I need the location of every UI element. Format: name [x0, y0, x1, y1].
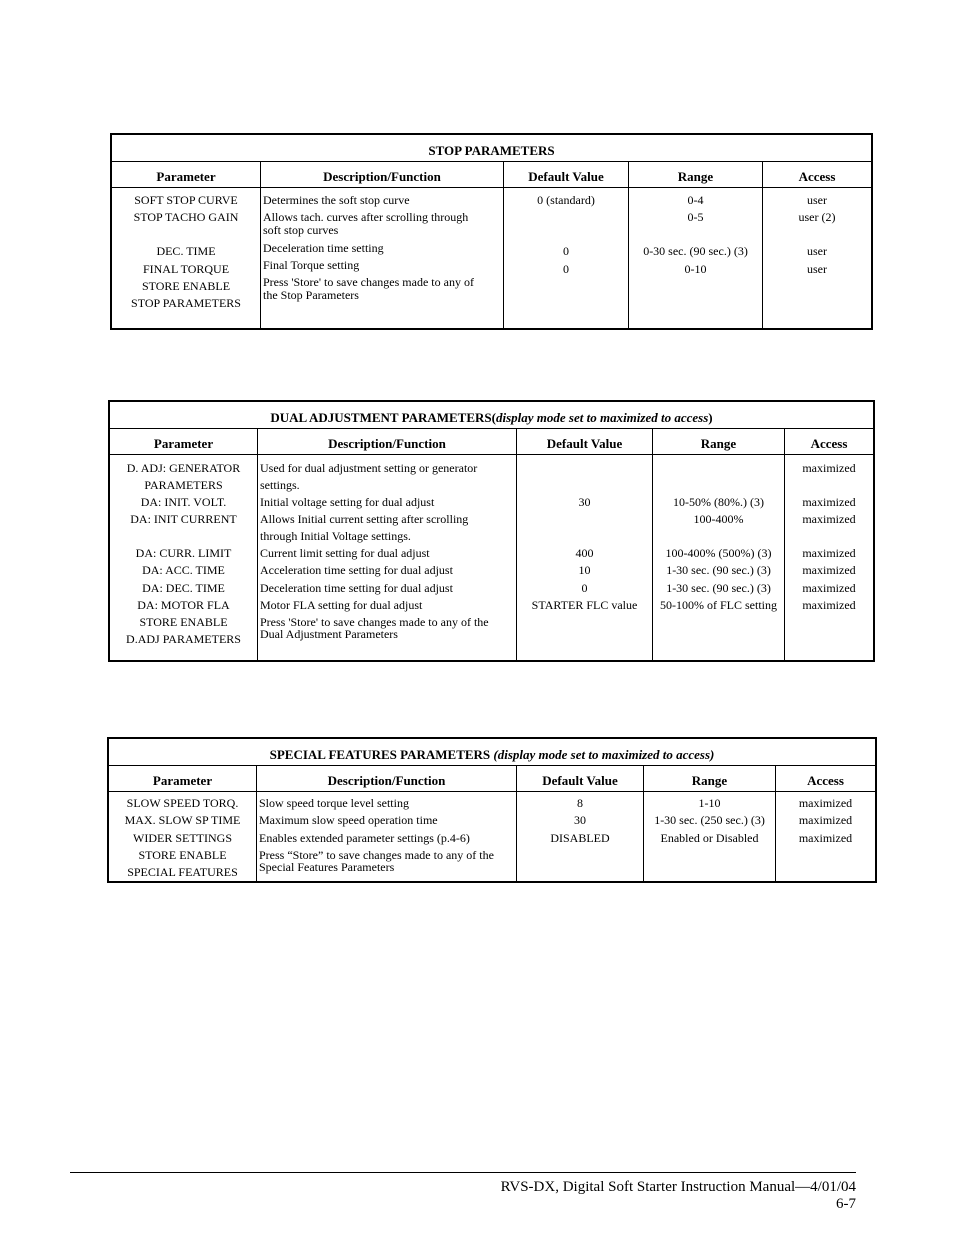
dual-adjustment-table [108, 400, 875, 662]
access-cell: user [807, 193, 827, 207]
desc-cell: Acceleration time setting for dual adjust [260, 563, 453, 577]
header-range: Range [653, 428, 784, 455]
param-cell: STORE ENABLE [141, 279, 231, 293]
desc-cell: Special Features Parameters [259, 860, 395, 874]
col-default [517, 428, 653, 660]
range-cell: 1-30 sec. (90 sec.) (3) [666, 563, 771, 577]
param-cell: WIDER SETTINGS [133, 831, 232, 845]
default-cell: 400 [575, 546, 594, 560]
special-table-title: SPECIAL FEATURES PARAMETERS (display mode set to maximized to access) [109, 739, 875, 766]
header-description: Description/Function [258, 428, 516, 455]
param-cell: DA: INIT CURRENT [130, 512, 237, 526]
desc-cell: Final Torque setting [263, 258, 360, 272]
range-cell: 1-10 [698, 796, 721, 810]
default-cell: 0 [563, 244, 569, 258]
range-cell: 0-30 sec. (90 sec.) (3) [643, 244, 748, 258]
desc-cell: Initial voltage setting for dual adjust [260, 495, 435, 509]
access-cell: maximized [802, 546, 856, 560]
header-default: Default Value [504, 161, 628, 188]
desc-cell: the Stop Parameters [263, 288, 359, 302]
param-cell: DA: MOTOR FLA [137, 598, 230, 612]
range-cell: Enabled or Disabled [660, 831, 759, 845]
col-range [644, 765, 776, 881]
range-cell: 0-4 [687, 193, 704, 207]
param-cell: SPECIAL FEATURES [127, 865, 238, 879]
access-cell: maximized [802, 598, 856, 612]
access-cell: maximized [798, 813, 853, 827]
col-description [261, 161, 504, 328]
col-range [653, 428, 785, 660]
access-cell: maximized [802, 581, 856, 595]
desc-cell: Allows tach. curves after scrolling through [263, 210, 469, 224]
col-range [629, 161, 763, 328]
desc-cell: Determines the soft stop curve [263, 193, 410, 207]
access-cell: user [807, 262, 827, 276]
param-cell: SLOW SPEED TORQ. [126, 796, 239, 810]
desc-cell: Maximum slow speed operation time [259, 813, 438, 827]
desc-cell: through Initial Voltage settings. [260, 529, 411, 543]
desc-cell: Press 'Store' to save changes made to any of the [260, 615, 489, 629]
header-range: Range [629, 161, 762, 188]
header-access: Access [763, 161, 871, 188]
special-features-table [107, 737, 877, 883]
access-cell: maximized [802, 461, 856, 475]
stop-table-title: STOP PARAMETERS [112, 135, 871, 162]
param-cell: D. ADJ: GENERATOR [126, 461, 241, 475]
access-cell: user (2) [798, 210, 836, 224]
param-cell: MAX. SLOW SP TIME [124, 813, 241, 827]
range-cell: 50-100% of FLC setting [660, 598, 777, 612]
stop-parameters-table [110, 133, 873, 330]
default-cell: 30 [578, 495, 591, 509]
desc-cell: Dual Adjustment Parameters [260, 627, 398, 641]
range-cell: 0-10 [684, 262, 707, 276]
param-cell: STORE ENABLE [138, 848, 227, 862]
default-cell: 0 (standard) [537, 193, 595, 207]
default-cell: 8 [577, 796, 583, 810]
access-cell: maximized [802, 563, 856, 577]
range-cell: 10-50% (80%.) (3) [673, 495, 764, 509]
col-parameter [112, 161, 261, 328]
param-cell: STOP PARAMETERS [131, 296, 241, 310]
desc-cell: soft stop curves [263, 223, 339, 237]
col-access [776, 765, 875, 881]
param-cell: DA: DEC. TIME [142, 581, 225, 595]
desc-cell: settings. [260, 478, 300, 492]
col-access [763, 161, 871, 328]
desc-cell: Motor FLA setting for dual adjust [260, 598, 423, 612]
default-cell: 10 [578, 563, 591, 577]
default-cell: 0 [563, 262, 569, 276]
col-default [517, 765, 644, 881]
access-cell: user [807, 244, 827, 258]
col-description [257, 765, 517, 881]
range-cell: 100-400% [693, 512, 744, 526]
range-cell: 1-30 sec. (250 sec.) (3) [654, 813, 765, 827]
footer-manual-title: RVS-DX, Digital Soft Starter Instruction Manual—4/01/04 [500, 1179, 856, 1195]
desc-cell: Enables extended parameter settings (p.4-6) [259, 831, 470, 845]
col-default [504, 161, 629, 328]
header-access: Access [776, 765, 875, 792]
header-parameter: Parameter [112, 161, 260, 188]
param-cell: STOP TACHO GAIN [133, 210, 239, 224]
col-access [785, 428, 873, 660]
default-cell: DISABLED [550, 831, 610, 845]
desc-cell: Current limit setting for dual adjust [260, 546, 430, 560]
param-cell: D.ADJ PARAMETERS [126, 632, 241, 646]
desc-cell: Deceleration time setting for dual adjust [260, 581, 453, 595]
param-cell: FINAL TORQUE [142, 262, 230, 276]
header-default: Default Value [517, 428, 652, 455]
page-number: 6-7 [836, 1196, 856, 1212]
param-cell: DA: INIT. VOLT. [140, 495, 227, 509]
header-parameter: Parameter [109, 765, 256, 792]
default-cell: 30 [574, 813, 586, 827]
header-access: Access [785, 428, 873, 455]
desc-cell: Slow speed torque level setting [259, 796, 409, 810]
range-cell: 1-30 sec. (90 sec.) (3) [666, 581, 771, 595]
range-cell: 100-400% (500%) (3) [665, 546, 772, 560]
param-cell: DA: CURR. LIMIT [135, 546, 232, 560]
footer-divider [70, 1172, 856, 1173]
col-parameter [110, 428, 258, 660]
col-parameter [109, 765, 257, 881]
access-cell: maximized [798, 796, 853, 810]
header-parameter: Parameter [110, 428, 257, 455]
access-cell: maximized [798, 831, 853, 845]
header-description: Description/Function [261, 161, 503, 188]
access-cell: maximized [802, 495, 856, 509]
col-description [258, 428, 517, 660]
range-cell: 0-5 [687, 210, 704, 224]
param-cell: SOFT STOP CURVE [134, 193, 238, 207]
default-cell: 0 [581, 581, 588, 595]
desc-cell: Deceleration time setting [263, 241, 384, 255]
header-description: Description/Function [257, 765, 516, 792]
desc-cell: Used for dual adjustment setting or generator [260, 461, 478, 475]
default-cell: STARTER FLC value [531, 598, 638, 612]
param-cell: PARAMETERS [144, 478, 223, 492]
param-cell: STORE ENABLE [139, 615, 228, 629]
header-default: Default Value [517, 765, 643, 792]
desc-cell: Press 'Store' to save changes made to any of [263, 275, 474, 289]
access-cell: maximized [802, 512, 856, 526]
desc-cell: Press “Store” to save changes made to any of the [259, 848, 494, 862]
param-cell: DEC. TIME [156, 244, 216, 258]
desc-cell: Allows Initial current setting after scrolling [260, 512, 469, 526]
param-cell: DA: ACC. TIME [142, 563, 225, 577]
header-range: Range [644, 765, 775, 792]
dual-table-title: DUAL ADJUSTMENT PARAMETERS(display mode set to maximized to access) [110, 402, 873, 429]
